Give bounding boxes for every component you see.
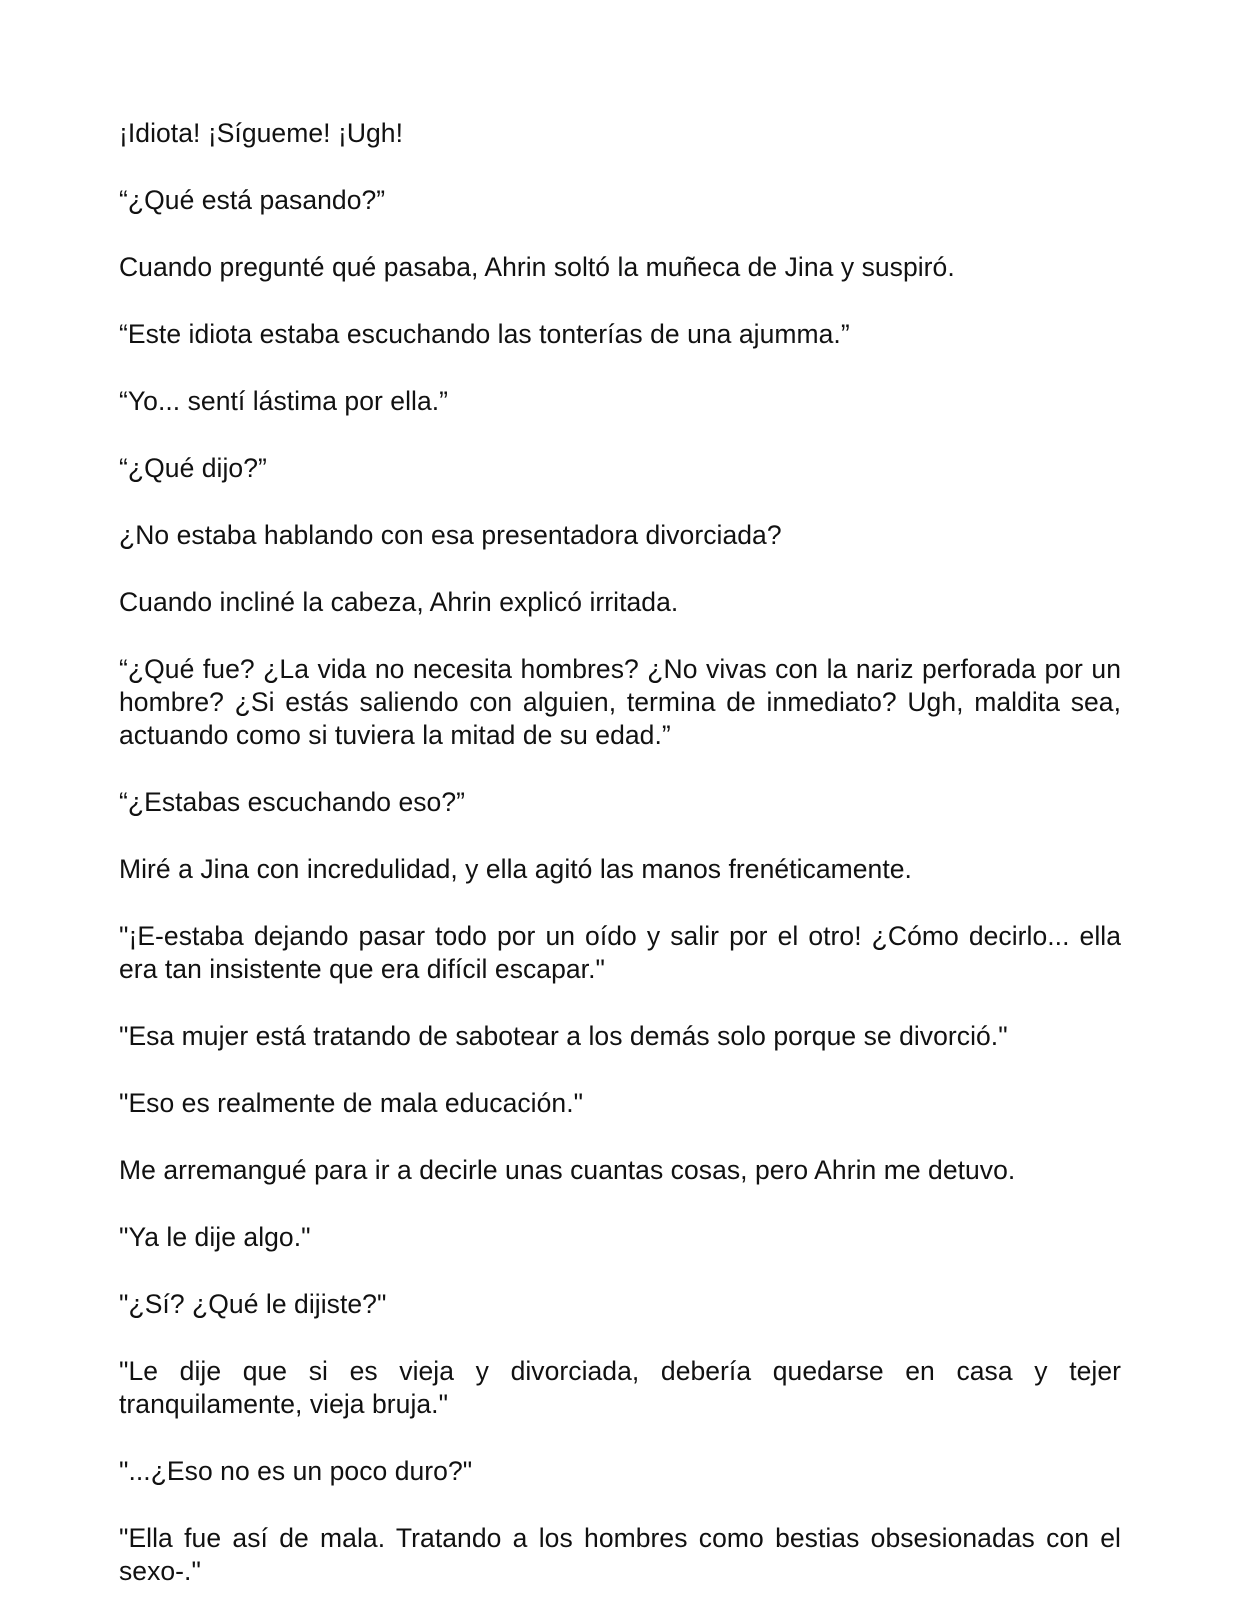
paragraph: "Ella fue así de mala. Tratando a los hombres como bestias obsesionadas con el sexo-."	[119, 1523, 1121, 1586]
paragraph: “¿Qué está pasando?”	[119, 185, 386, 215]
paragraph: "¡E-estaba dejando pasar todo por un oído y salir por el otro! ¿Cómo decirlo... ella era tan insistente que era difícil escapar."	[119, 921, 1121, 984]
paragraph: Me arremangué para ir a decirle unas cuantas cosas, pero Ahrin me detuvo.	[119, 1155, 1016, 1185]
paragraph: ¿No estaba hablando con esa presentadora divorciada?	[119, 520, 782, 550]
paragraph: "Esa mujer está tratando de sabotear a los demás solo porque se divorció."	[119, 1021, 1008, 1051]
paragraph: "Le dije que si es vieja y divorciada, debería quedarse en casa y tejer tranquilamente, vieja bruja."	[119, 1356, 1121, 1419]
paragraph: "Eso es realmente de mala educación."	[119, 1088, 584, 1118]
document-body	[119, 117, 1121, 1588]
paragraph: "¿Sí? ¿Qué le dijiste?"	[119, 1289, 387, 1319]
paragraph: "...¿Eso no es un poco duro?"	[119, 1456, 473, 1486]
paragraph: “Este idiota estaba escuchando las tonterías de una ajumma.”	[119, 319, 850, 349]
paragraph: "Ya le dije algo."	[119, 1222, 311, 1252]
paragraph: “¿Qué dijo?”	[119, 453, 267, 483]
paragraph: ¡Idiota! ¡Sígueme! ¡Ugh!	[119, 118, 403, 148]
paragraph: Cuando incliné la cabeza, Ahrin explicó irritada.	[119, 587, 679, 617]
paragraph: Miré a Jina con incredulidad, y ella agitó las manos frenéticamente.	[119, 854, 912, 884]
paragraph: Cuando pregunté qué pasaba, Ahrin soltó la muñeca de Jina y suspiró.	[119, 252, 955, 282]
paragraph: “¿Estabas escuchando eso?”	[119, 787, 465, 817]
paragraph: “¿Qué fue? ¿La vida no necesita hombres? ¿No vivas con la nariz perforada por un hombre? ¿Si estás saliendo con alguien, termina de inmediato? Ugh, maldita sea, actuando como si tuviera la mitad de su edad.”	[119, 654, 1121, 750]
paragraph: “Yo... sentí lástima por ella.”	[119, 386, 449, 416]
